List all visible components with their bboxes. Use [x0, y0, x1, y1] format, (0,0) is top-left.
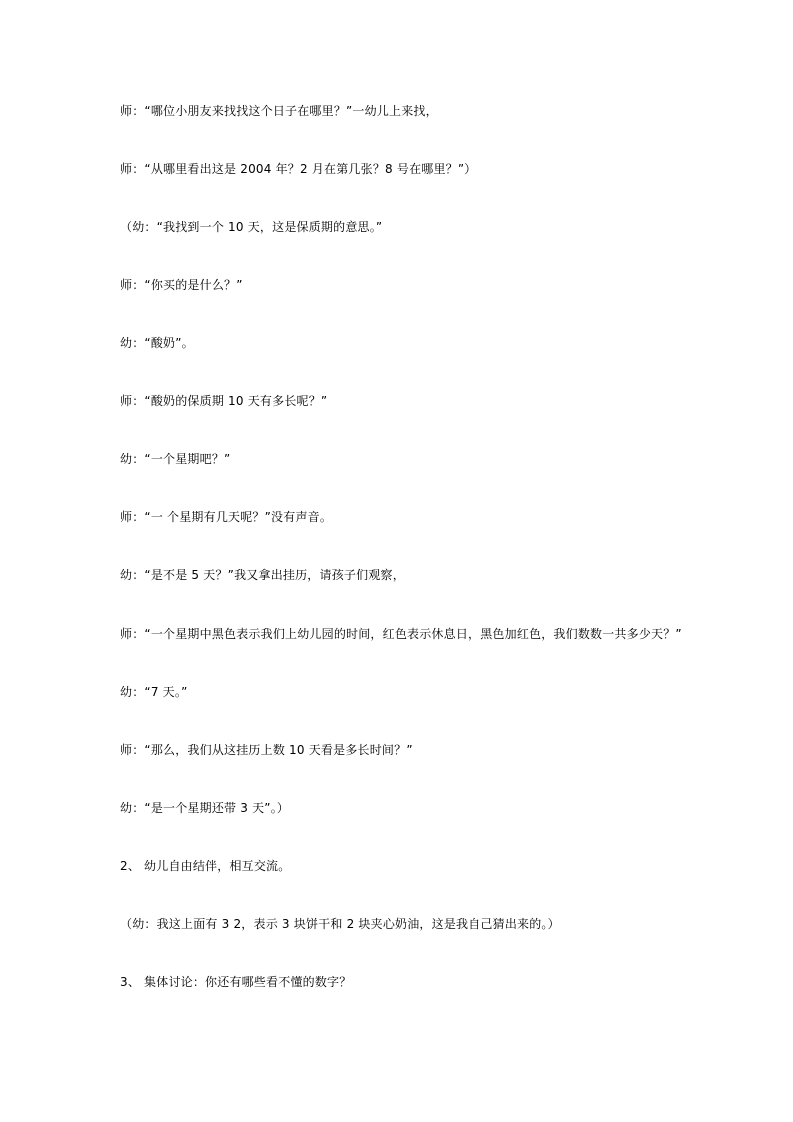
paragraph-line: 师：“哪位小朋友来找找这个日子在哪里？”一幼儿上来找，: [120, 104, 438, 118]
paragraph-line: 幼：“是一个星期还带 3 天”。）: [120, 801, 290, 815]
paragraph-line: 幼：“7 天。”: [120, 685, 188, 699]
paragraph-line: 师：“一 个星期有几天呢？”没有声音。: [120, 510, 333, 524]
paragraph-line: 幼：“一个星期吧？”: [120, 452, 231, 466]
paragraph-line: 师：“那么，我们从这挂历上数 10 天看是多长时间？”: [120, 743, 413, 757]
section-heading: 2、 幼儿自由结伴，相互交流。: [120, 859, 291, 873]
paragraph-line: （幼：我这上面有 3 2，表示 3 块饼干和 2 块夹心奶油，这是我自己猜出来的。）: [120, 917, 560, 931]
paragraph-line: 师：“一个星期中黑色表示我们上幼儿园的时间，红色表示休息日，黑色加红色，我们数数一共多少天？”: [120, 627, 682, 641]
paragraph-line: 师：“酸奶的保质期 10 天有多长呢？”: [120, 394, 328, 408]
paragraph-line: 师：“你买的是什么？”: [120, 278, 243, 292]
paragraph-line: 幼：“是不是 5 天？”我又拿出挂历，请孩子们观察，: [120, 568, 405, 582]
paragraph-line: （幼：“我找到一个 10 天，这是保质期的意思。”: [120, 220, 383, 234]
paragraph-line: 师：“从哪里看出这是 2004 年？2 月在第几张？8 号在哪里？”）: [120, 162, 477, 176]
section-heading: 3、 集体讨论：你还有哪些看不懂的数字？: [120, 975, 352, 989]
paragraph-line: 幼：“酸奶”。: [120, 336, 194, 350]
